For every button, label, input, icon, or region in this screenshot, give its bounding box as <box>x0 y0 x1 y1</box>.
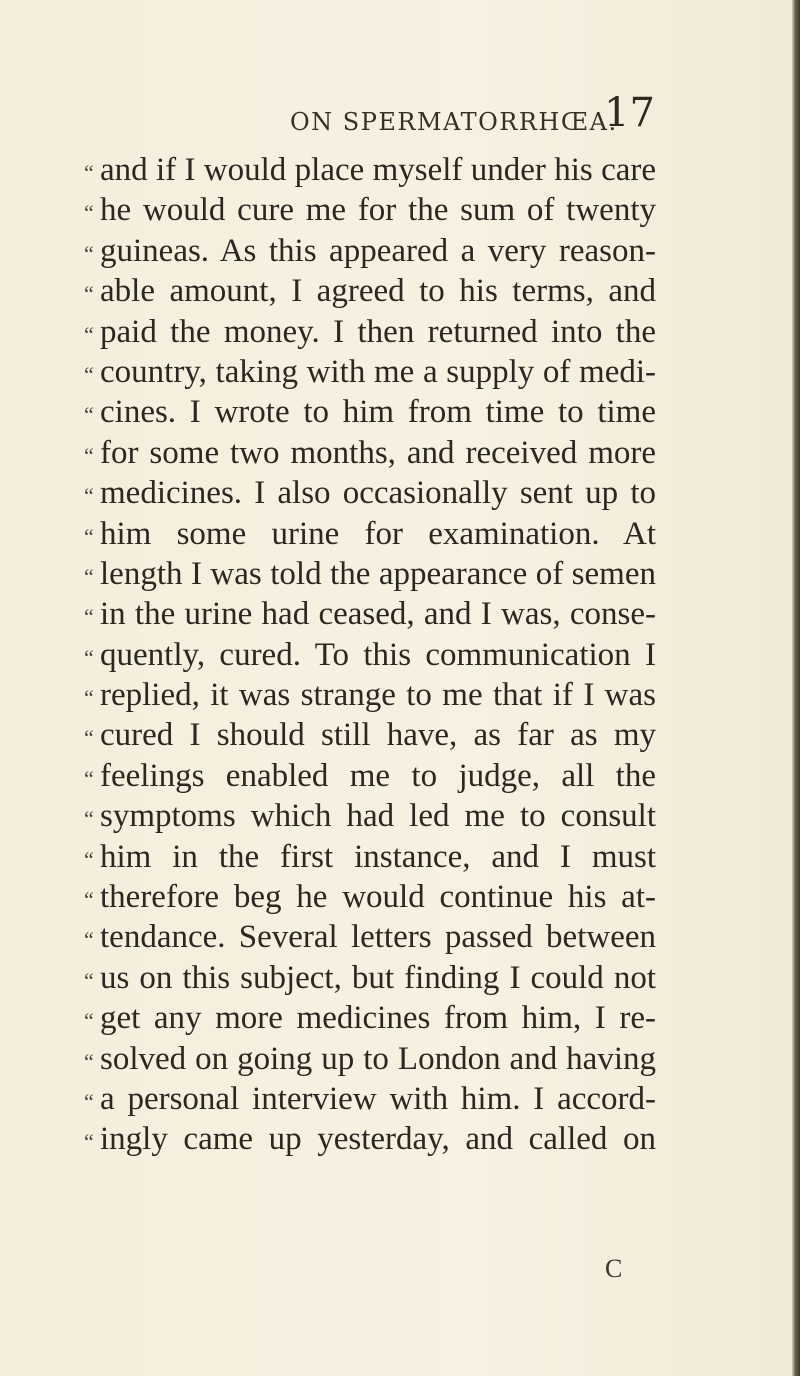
line-text: medicines. I also occasionally sent up to <box>100 475 656 512</box>
line-text: us on this subject, but finding I could not <box>100 959 656 996</box>
quote-mark: “ <box>84 927 94 953</box>
line-text: he would cure me for the sum of twenty <box>100 192 656 229</box>
text-line <box>84 433 656 473</box>
line-text: guineas. As this appeared a very reason- <box>100 232 656 269</box>
quote-mark: “ <box>84 523 94 549</box>
line-text: tendance. Several letters passed between <box>100 919 656 956</box>
line-text: therefore beg he would continue his at- <box>100 879 656 916</box>
quote-mark: “ <box>84 765 94 791</box>
text-line <box>84 877 656 917</box>
quote-mark: “ <box>84 361 94 387</box>
line-text: him some urine for examination. At <box>100 515 656 552</box>
text-line <box>84 958 656 998</box>
text-line <box>84 837 656 877</box>
text-line <box>84 352 656 392</box>
line-text: in the urine had ceased, and I was, conse- <box>100 596 656 633</box>
line-text: feelings enabled me to judge, all the <box>100 757 656 794</box>
text-line <box>84 150 656 190</box>
quote-mark: “ <box>84 644 94 670</box>
line-text: cured I should still have, as far as my <box>100 717 656 754</box>
line-text: for some two months, and received more <box>100 434 656 471</box>
quote-mark: “ <box>84 1048 94 1074</box>
text-line <box>84 635 656 675</box>
text-line <box>84 312 656 352</box>
quote-mark: “ <box>84 563 94 589</box>
quote-mark: “ <box>84 604 94 630</box>
line-text: able amount, I agreed to his terms, and <box>100 273 656 310</box>
quote-mark: “ <box>84 967 94 993</box>
quote-mark: “ <box>84 200 94 226</box>
text-line <box>84 917 656 957</box>
line-text: cines. I wrote to him from time to time <box>100 394 656 431</box>
quote-mark: “ <box>84 1129 94 1155</box>
text-line <box>84 514 656 554</box>
page-header <box>0 88 800 138</box>
quote-mark: “ <box>84 806 94 832</box>
text-line <box>84 271 656 311</box>
quote-mark: “ <box>84 685 94 711</box>
quote-mark: “ <box>84 281 94 307</box>
text-line <box>84 1119 656 1159</box>
page-number: 17 <box>604 90 655 136</box>
quote-mark: “ <box>84 442 94 468</box>
quote-mark: “ <box>84 483 94 509</box>
line-text: country, taking with me a supply of medi- <box>100 353 656 390</box>
quote-mark: “ <box>84 1088 94 1114</box>
text-line <box>84 756 656 796</box>
line-text: ingly came up yesterday, and called on <box>100 1121 656 1158</box>
text-line <box>84 594 656 634</box>
line-text: length I was told the appearance of semen <box>100 555 656 592</box>
text-line <box>84 231 656 271</box>
quote-mark: “ <box>84 160 94 185</box>
quote-mark: “ <box>84 240 94 266</box>
line-text: quently, cured. To this communication I <box>100 636 656 673</box>
signature-mark: C <box>605 1254 623 1283</box>
quote-mark: “ <box>84 402 94 428</box>
text-line <box>84 675 656 715</box>
text-line <box>84 392 656 432</box>
body-text <box>84 150 656 1160</box>
quote-mark: “ <box>84 725 94 751</box>
quote-mark: “ <box>84 321 94 347</box>
quote-mark: “ <box>84 1008 94 1034</box>
text-line <box>84 473 656 513</box>
line-text: symptoms which had led me to consult <box>100 798 656 835</box>
text-line <box>84 715 656 755</box>
line-text: and if I would place myself under his care <box>100 152 656 188</box>
quote-mark: “ <box>84 887 94 913</box>
line-text: solved on going up to London and having <box>100 1040 656 1077</box>
text-line <box>84 1079 656 1119</box>
text-line <box>84 190 656 230</box>
quote-mark: “ <box>84 846 94 872</box>
line-text: him in the first instance, and I must <box>100 838 656 875</box>
page-edge <box>792 0 800 1376</box>
line-text: replied, it was strange to me that if I was <box>100 677 656 714</box>
running-head: ON SPERMATORRHŒA. <box>290 108 618 136</box>
text-line <box>84 1039 656 1079</box>
text-line <box>84 554 656 594</box>
line-text: a personal interview with him. I accord- <box>100 1080 656 1117</box>
text-line <box>84 796 656 836</box>
line-text: get any more medicines from him, I re- <box>100 1000 656 1037</box>
text-line <box>84 998 656 1038</box>
line-text: paid the money. I then returned into the <box>100 313 656 350</box>
